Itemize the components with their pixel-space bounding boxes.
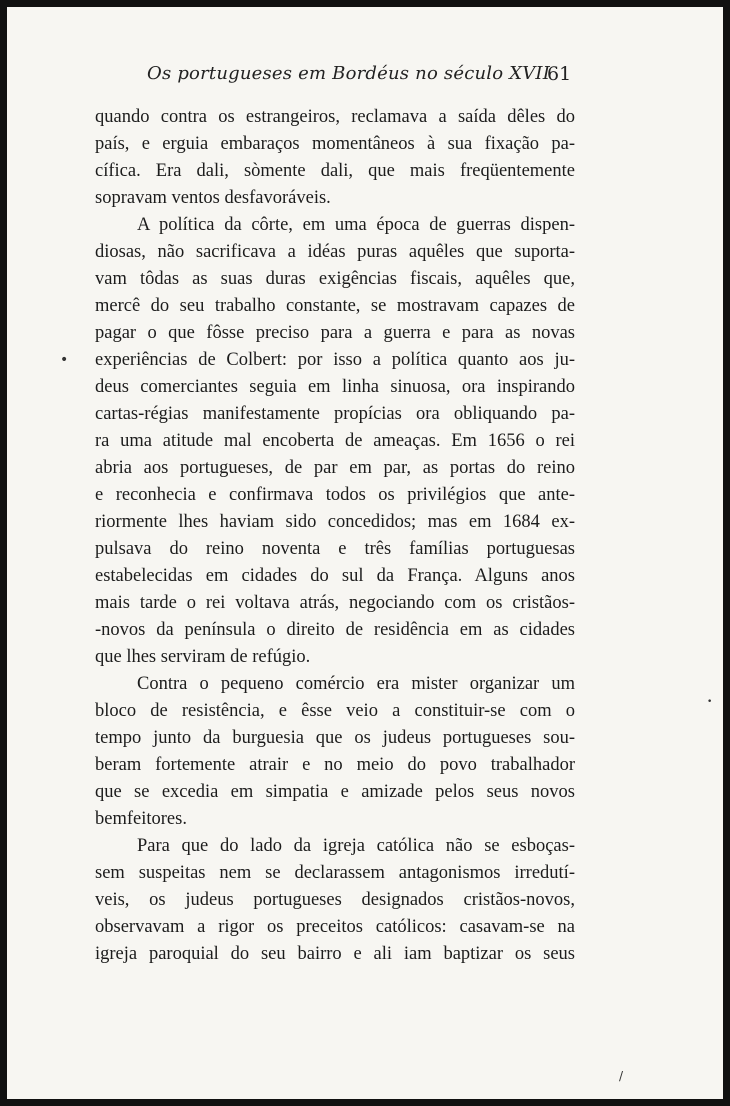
text-line: riormente lhes haviam sido concedidos; mas em 1684 ex- (95, 512, 575, 532)
text-line: igreja paroquial do seu bairro e ali iam baptizar os seus (95, 944, 575, 964)
text-line: bloco de resistência, e êsse veio a constituir-se com o (95, 701, 575, 721)
text-line: mais tarde o rei voltava atrás, negociando com os cristãos- (95, 593, 575, 613)
text-line: Contra o pequeno comércio era mister organizar um (137, 674, 575, 694)
text-line: diosas, não sacrificava a idéas puras aquêles que suporta- (95, 242, 575, 262)
page-body (95, 104, 575, 968)
text-line: A política da côrte, em uma época de guerras dispen- (137, 215, 575, 235)
text-line: ra uma atitude mal encoberta de ameaças. Em 1656 o rei (95, 431, 575, 451)
text-line: e reconhecia e confirmava todos os privilégios que ante- (95, 485, 575, 505)
text-line: beram fortemente atrair e no meio do povo trabalhador (95, 755, 575, 775)
paragraph (95, 833, 575, 968)
text-line: sopravam ventos desfavoráveis. (95, 188, 331, 208)
running-title: Os portugueses em Bordéus no século XVII (147, 63, 551, 84)
text-line: abria aos portugueses, de par em par, as portas do reino (95, 458, 575, 478)
margin-speck: • (60, 352, 69, 368)
text-line: Para que do lado da igreja católica não se esboças- (137, 836, 575, 856)
text-line: vam tôdas as suas duras exigências fiscais, aquêles que, (95, 269, 575, 289)
text-line: mercê do seu trabalho constante, se mostravam capazes de (95, 296, 575, 316)
book-page (7, 7, 723, 1099)
text-line: observavam a rigor os preceitos católicos: casavam-se na (95, 917, 575, 937)
text-line: tempo junto da burguesia que os judeus portugueses sou- (95, 728, 575, 748)
paragraph (95, 104, 575, 212)
text-line: país, e erguia embaraços momentâneos à sua fixação pa- (95, 134, 575, 154)
paragraph (95, 212, 575, 671)
text-line: sem suspeitas nem se declarassem antagonismos irredutí- (95, 863, 575, 883)
text-line: pagar o que fôsse preciso para a guerra e para as novas (95, 323, 575, 343)
text-line: estabelecidas em cidades do sul da França. Alguns anos (95, 566, 575, 586)
text-line: pulsava do reino noventa e três famílias portuguesas (95, 539, 575, 559)
text-line: experiências de Colbert: por isso a política quanto aos ju- (95, 350, 575, 370)
text-line: veis, os judeus portugueses designados cristãos-novos, (95, 890, 575, 910)
text-line: quando contra os estrangeiros, reclamava a saída dêles do (95, 107, 575, 127)
text-line: deus comerciantes seguia em linha sinuosa, ora inspirando (95, 377, 575, 397)
page-number: 61 (547, 63, 572, 85)
running-header (7, 63, 723, 93)
margin-speck: • (707, 697, 713, 707)
text-line: que se excedia em simpatia e amizade pelos seus novos (95, 782, 575, 802)
paragraph (95, 671, 575, 833)
text-line: cartas-régias manifestamente propícias ora obliquando pa- (95, 404, 575, 424)
margin-speck: / (619, 1069, 624, 1083)
text-line: cífica. Era dali, sòmente dali, que mais freqüentemente (95, 161, 575, 181)
text-line: -novos da península o direito de residência em as cidades (95, 620, 575, 640)
text-line: bemfeitores. (95, 809, 187, 829)
text-line: que lhes serviram de refúgio. (95, 647, 311, 667)
